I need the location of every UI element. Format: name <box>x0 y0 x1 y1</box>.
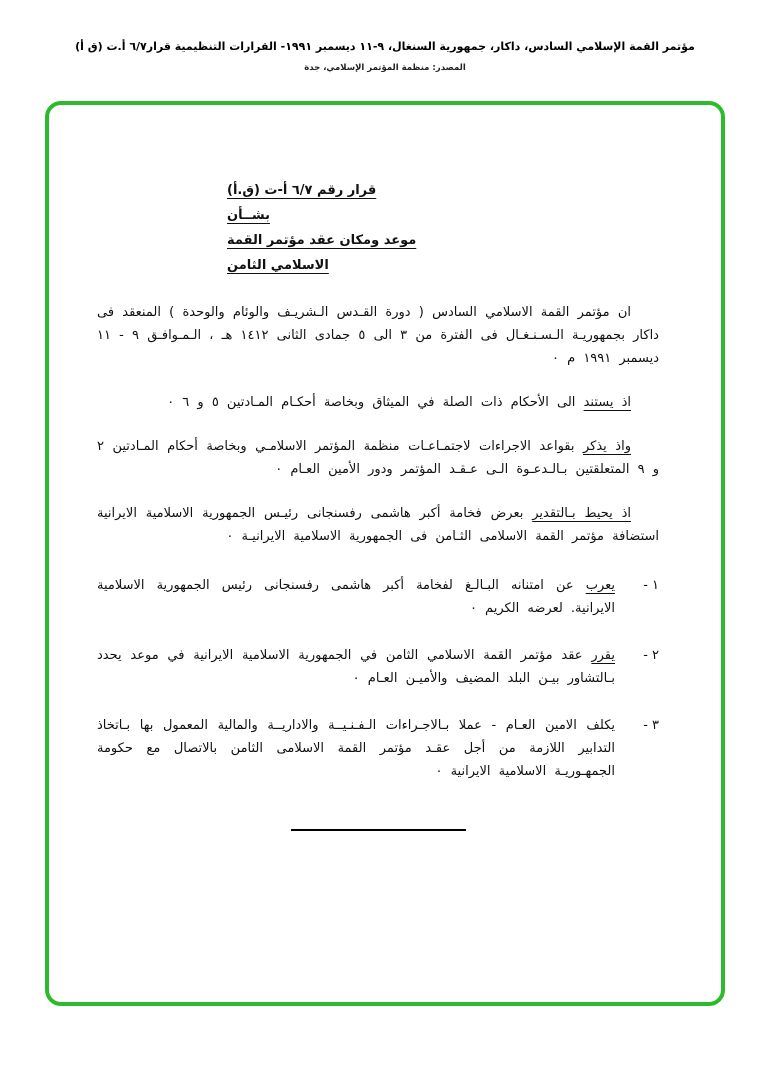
item-text <box>97 574 615 620</box>
title-line-4: الاسلامي الثامن <box>227 258 329 273</box>
item-text <box>97 714 615 783</box>
green-border-frame <box>45 101 725 1006</box>
title-line-3: موعد ومكان عقد مؤتمر القمة <box>227 233 417 248</box>
signature-line <box>291 829 466 831</box>
item-text <box>97 644 615 690</box>
paragraph-lead: واذ يذكر <box>583 439 631 454</box>
paragraph-text: ان مؤتمر القمة الاسلامي السادس ( دورة القـدس الـشريـف والوئام والوحدة ) المنعقد فى داكار بجمهوريـة الـسـنـغـال فى الفترة من ٣ الى ٥ جمادى الثانى ١٤١٢ هـ ، الـمـوافـق ٩ - ١١ ديسمبر ١٩٩١ م ٠ <box>97 305 659 366</box>
list-item <box>97 714 659 783</box>
paragraph-text: الى الأحكام ذات الصلة في الميثاق وبخاصة أحكـام المـادتين ٥ و ٦ ٠ <box>167 395 576 410</box>
item-body: عن امتنانه البـالـغ لفخامة أكبر هاشمى رفسنجانى رئيس الجمهورية الاسلامية الايرانية. لعرضه الكريم ٠ <box>97 578 615 616</box>
item-number: ١ - <box>643 578 659 593</box>
item-lead: يعرب <box>585 578 616 593</box>
paragraph-noting-offer <box>97 502 659 548</box>
list-item <box>97 644 659 690</box>
numbered-items <box>97 574 659 783</box>
paragraph-text: بقواعد الاجراءات لاجتمـاعـات منظمة المؤتمر الاسلامـي وبخاصة أحكام المـادتين ٢ و ٩ المتعلقتين بـالـدعـوة الـى عـقـد المؤتمر ودور الأمين العـام ٠ <box>97 439 659 477</box>
document-header <box>0 0 770 73</box>
header-source: المصدر: منظمة المؤتمر الإسلامي، جدة <box>304 63 466 73</box>
resolution-content <box>49 105 721 831</box>
title-line-2: بشــأن <box>227 208 270 223</box>
list-item <box>97 574 659 620</box>
item-number: ٣ - <box>643 718 659 733</box>
paragraph-rules-of-procedure <box>97 435 659 481</box>
paragraph-lead: اذ يحيط بـالتقدير <box>532 506 631 521</box>
item-number: ٢ - <box>643 648 659 663</box>
title-line-1: قرار رقم ٦/٧ أ-ت (ق.أ) <box>227 183 377 198</box>
paragraph-recalling-charter <box>97 391 659 414</box>
item-body: يكلف الامين العـام - عملا بـالاجـراءات الـفـنـيــة والاداريــة والمالية المعمول بها بـاتخاذ التدابير اللازمة من أجل عقـد مؤتمر القمة الاسلامى الثامن بالاتصال مع حكومة الجمهـوريـة الاسلامية الايرانية ٠ <box>97 718 615 779</box>
paragraph-text: بعرض فخامة أكبر هاشمى رفسنجانى رئيـس الجمهورية الاسلامية الايرانية استضافة مؤتمر القمة الاسلامى الثـامن فى الجمهورية الاسلامية الايرانيـة ٠ <box>97 506 659 544</box>
item-lead: يقرر <box>591 648 615 663</box>
resolution-title-block <box>227 179 659 277</box>
item-body: عقد مؤتمر القمة الاسلامي الثامن في الجمهورية الاسلامية الايرانية في موعد يحدد بـالتشاور بيـن البلد المضيف والأميـن العـام ٠ <box>97 648 615 686</box>
header-title: مؤتمر القمة الإسلامي السادس، داكار، جمهورية السنغال، ٩-١١ ديسمبر ١٩٩١- القرارات التنظيمية قرار٦/٧ أ.ت (ق أ) <box>75 40 695 53</box>
paragraph-preamble <box>97 301 659 370</box>
paragraph-lead: اذ يستند <box>583 395 631 410</box>
